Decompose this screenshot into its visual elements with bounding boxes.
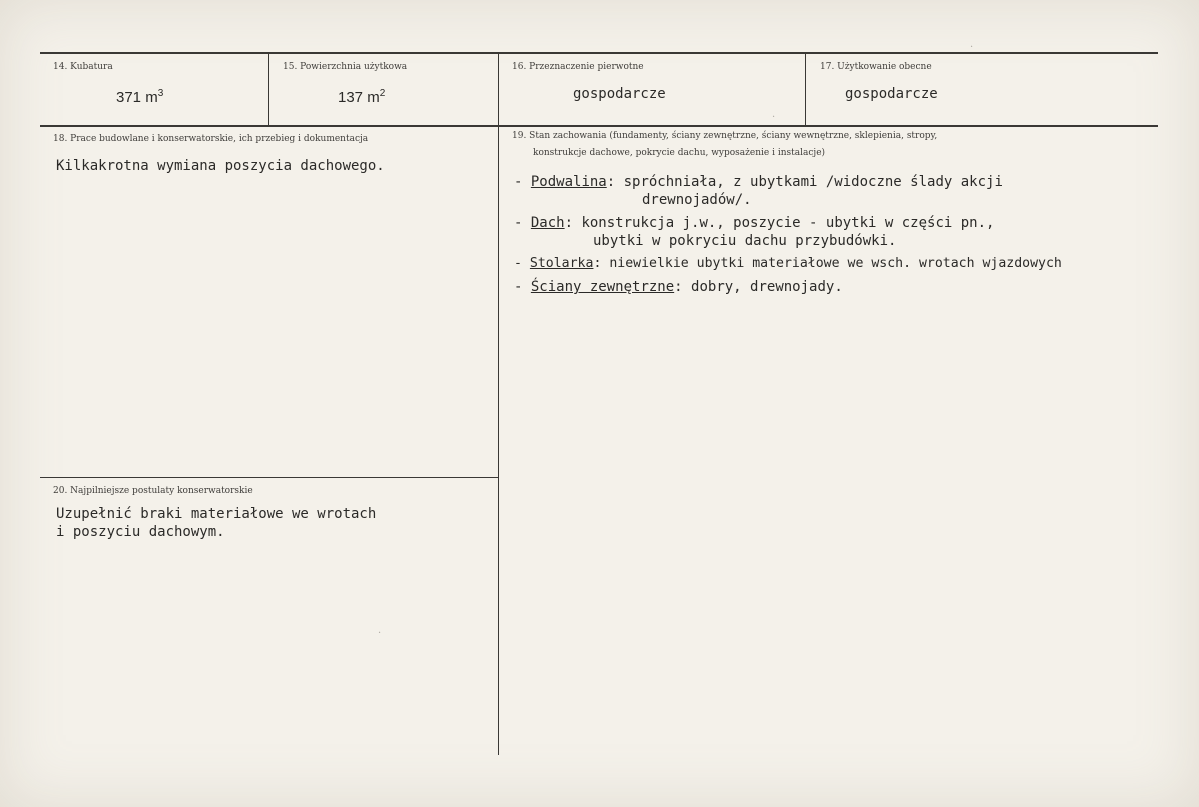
field-17-value: gospodarcze	[845, 86, 938, 102]
item-text: : konstrukcja j.w., poszycie - ubytki w części pn.,	[564, 215, 995, 231]
item-text: : niewielkie ubytki materiałowe we wsch. wrotach wjazdowych	[593, 256, 1062, 271]
col-divider-3	[805, 53, 806, 126]
field-15-value	[338, 85, 385, 107]
item-dash: -	[514, 279, 523, 295]
item-dash: -	[514, 174, 523, 190]
col-divider-1	[268, 53, 269, 126]
item-heading: Podwalina	[530, 174, 607, 190]
top-rule	[40, 52, 1158, 54]
field-18-value: Kilkakrotna wymiana poszycia dachowego.	[56, 158, 385, 174]
field-17-label: 17. Użytkowanie obecne	[820, 62, 932, 72]
condition-item-foundation	[514, 173, 1003, 191]
field-16-label: 16. Przeznaczenie pierwotne	[512, 62, 644, 72]
item-dash: -	[514, 256, 522, 271]
col-divider-2	[498, 53, 499, 755]
condition-item-joinery	[514, 255, 1062, 273]
field-19-label-line2: konstrukcje dachowe, pokrycie dachu, wyposażenie i instalacje)	[533, 148, 826, 158]
paper-speck: ·	[378, 628, 382, 639]
condition-item-roof-cont: ubytki w pokryciu dachu przybudówki.	[593, 233, 897, 249]
field-20-line1: Uzupełnić braki materiałowe we wrotach	[56, 506, 377, 522]
condition-item-walls	[514, 278, 843, 296]
field-14-label: 14. Kubatura	[53, 62, 113, 72]
item-heading: Ściany zewnętrzne	[530, 279, 675, 295]
item-text: : dobry, drewnojady.	[674, 279, 843, 295]
item-heading: Stolarka	[529, 256, 594, 271]
item-dash: -	[514, 215, 523, 231]
condition-item-foundation-cont: drewnojadów/.	[642, 192, 752, 208]
field-14-value	[116, 85, 163, 107]
item-text: : spróchniała, z ubytkami /widoczne ślady akcji	[606, 174, 1003, 190]
area-value: 137 m	[338, 89, 380, 106]
field-20-label: 20. Najpilniejsze postulaty konserwatorskie	[53, 486, 253, 496]
row-divider-1	[40, 125, 1158, 127]
paper-speck: ·	[970, 42, 974, 53]
item-heading: Dach	[530, 215, 565, 231]
kubatura-value: 371 m	[116, 89, 158, 106]
field-20-line2: i poszyciu dachowym.	[56, 524, 225, 540]
kubatura-exponent: 3	[157, 88, 164, 99]
field-19-label-line1: 19. Stan zachowania (fundamenty, ściany zewnętrzne, ściany wewnętrzne, sklepienia, stropy,	[512, 131, 938, 141]
row-divider-2	[40, 477, 498, 478]
area-exponent: 2	[379, 88, 386, 99]
paper-speck: ·	[772, 112, 776, 123]
field-18-label: 18. Prace budowlane i konserwatorskie, ich przebieg i dokumentacja	[53, 134, 369, 144]
field-16-value: gospodarcze	[573, 86, 666, 102]
field-15-label: 15. Powierzchnia użytkowa	[283, 62, 408, 72]
condition-item-roof	[514, 214, 994, 232]
